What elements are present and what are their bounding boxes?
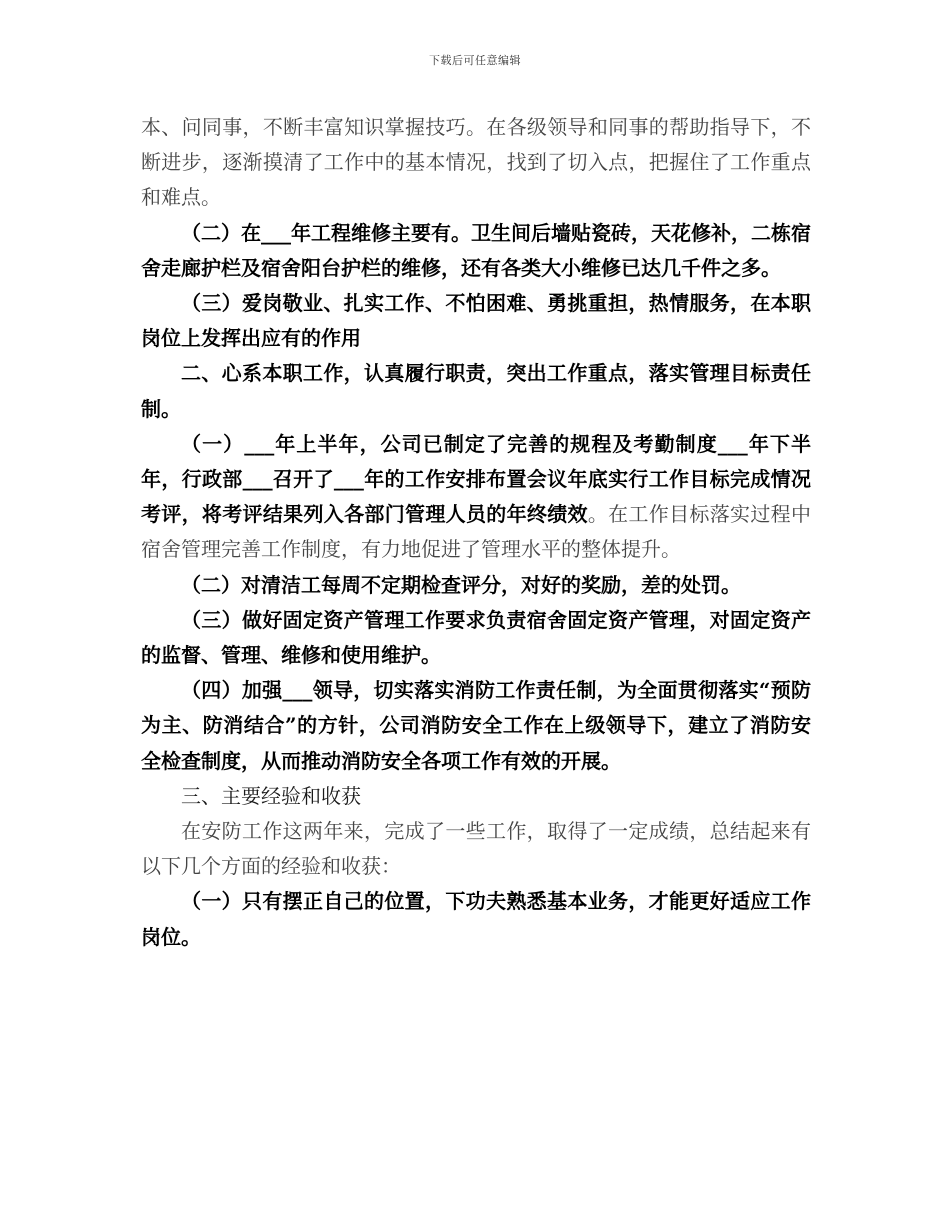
paragraph-experience-intro: 在安防工作这两年来，完成了一些工作，取得了一定成绩，总结起来有以下几个方面的经验和收获： [141, 819, 811, 879]
page-header: 下载后可任意编辑 [429, 54, 521, 67]
paragraph-experience-item-1: （一）只有摆正自己的位置，下功夫熟悉基本业务，才能更好适应工作岗位。 [141, 889, 811, 949]
document-body [141, 110, 811, 955]
paragraph-item-4-fire-safety: （四）加强___领导，切实落实消防工作责任制，为全面贯彻落实“预防为主、防消结合”的方针，公司消防安全工作在上级领导下，建立了消防安全检查制度，从而推动消防安全各项工作有效的开展。 [141, 678, 811, 773]
paragraph-item-2-cleaning: （二）对清洁工每周不定期检查评分，对好的奖励，差的处罚。 [181, 572, 741, 597]
paragraph-item-1-rules [141, 427, 811, 568]
section-heading-2: 二、心系本职工作，认真履行职责，突出工作重点，落实管理目标责任制。 [141, 361, 811, 421]
section-heading-3: 三、主要经验和收获 [181, 783, 361, 808]
paragraph-item-2-repairs: （二）在___年工程维修主要有。卫生间后墙贴瓷砖，天花修补，二栋宿舍走廊护栏及宿舍阳台护栏的维修，还有各类大小维修已达几千件之多。 [141, 220, 811, 280]
paragraph-item-1-bold-part: （一）___年上半年，公司已制定了完善的规程及考勤制度___年下半年，行政部___召开了___年的工作安排布置会议年底实行工作目标完成情况考评，将考评结果列入各部门管理人员的年终绩效 [141, 431, 811, 527]
paragraph-item-3-assets: （三）做好固定资产管理工作要求负责宿舍固定资产管理，对固定资产的监督、管理、维修和使用维护。 [141, 607, 811, 668]
paragraph-continuation: 本、问同事，不断丰富知识掌握技巧。在各级领导和同事的帮助指导下，不断进步，逐渐摸清了工作中的基本情况，找到了切入点，把握住了工作重点和难点。 [141, 115, 811, 210]
paragraph-item-3-dedication: （三）爱岗敬业、扎实工作、不怕困难、勇挑重担，热情服务，在本职岗位上发挥出应有的作用 [141, 291, 811, 351]
paragraph-item-1-light-part: 。在工作目标落实过程中宿舍管理完善工作制度，有力地促进了管理水平的整体提升。 [141, 502, 811, 562]
